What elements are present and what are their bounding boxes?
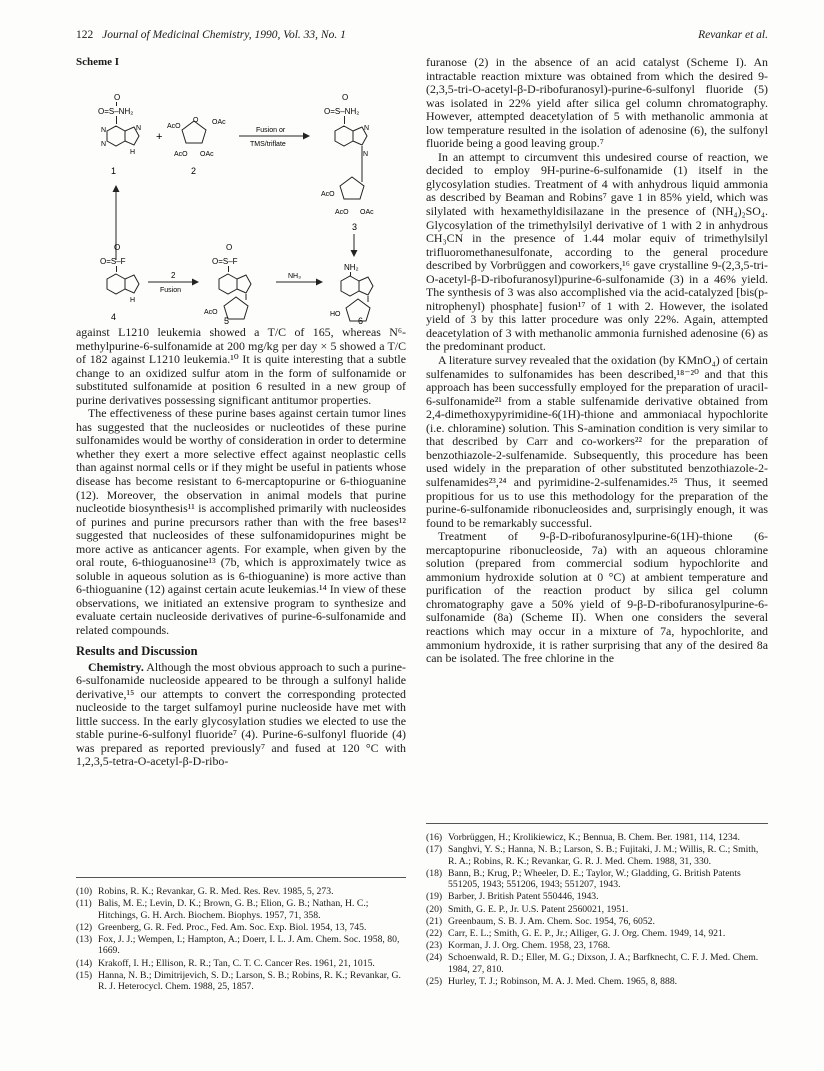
reference-item: [426, 940, 768, 952]
reference-number: (13): [76, 933, 93, 945]
reference-text: Carr, E. L.; Smith, G. E. P., Jr.; Alliger, G. J. Org. Chem. 1949, 14, 921.: [448, 927, 726, 939]
reference-number: (20): [426, 903, 443, 915]
references-left: [76, 877, 406, 993]
aco-label: AcO: [204, 309, 218, 316]
oac-label: OAc: [212, 119, 226, 126]
reference-item: [76, 958, 406, 970]
h-label: H: [130, 297, 136, 304]
sulfonyl-fluoride-label: O=S–F: [212, 257, 238, 266]
reference-text: Krakoff, I. H.; Ellison, R. R.; Tan, C. T. C. Cancer Res. 1961, 21, 1015.: [98, 957, 375, 969]
ho-label: HO: [330, 311, 341, 318]
reference-item: [76, 970, 406, 993]
arrow-fusion-condition: Fusion: [160, 287, 182, 294]
scheme-diagram: [76, 74, 406, 326]
h-label: H: [130, 149, 136, 156]
reference-text: Bann, B.; Krug, P.; Wheeler, D. E.; Taylor, W.; Gladding, G. British Patents 551205, 1943; 551206, 1943; 551207, 1943.: [448, 867, 741, 891]
reference-item: [426, 868, 768, 891]
paragraph: against L1210 leukemia showed a T/C of 165, whereas N⁶-methylpurine-6-sulfonamide at 200 mg/kg per day × 5 showed a T/C of 182 against L1210 leukemia.¹⁰ It is quite interesting that a subtle change to an oxidized sulfur atom in the form of sulfonamide or substituted sulfonamide at position 6 resulted in a new group of purine derivatives possessing significant antitumor properties.: [76, 325, 406, 407]
compound-1-structure: [98, 93, 141, 176]
sulfonamide-label: O=S–NH₂: [324, 107, 360, 116]
amine-label: NH₂: [344, 263, 359, 272]
reference-number: (17): [426, 844, 443, 856]
reference-item: [426, 928, 768, 940]
reference-text: Sanghvi, Y. S.; Hanna, N. B.; Larson, S. B.; Fujitaki, J. M.; Willis, R. C.; Smith, R. A.; Robins, R. K.; Revankar, G. R. J. Med. Chem. 1988, 31, 330.: [448, 844, 759, 867]
paragraph: Treatment of 9-β-D-ribofuranosylpurine-6(1H)-thione (6-mercaptopurine ribonucleoside, 7a) with an aqueous chloramine solution (prepared from commercial sodium hypochlorite and ammonium hydroxide solution at 0 °C) at ambient temperature and purification of the reaction product by silica gel column chromatography gave a 50% yield of 9-β-D-ribofuranosylpurine-6-sulfonamide (8a) (Scheme II). When one considers the several reactions which may occur in a mixture of 7a, hypochlorite, and ammonium hydroxide, it is rather surprising that any of the desired 8a can be isolated. The free chlorine in the: [426, 529, 768, 666]
right-column: [426, 56, 768, 666]
compound-label-3: 3: [352, 222, 358, 232]
reference-item: [426, 976, 768, 988]
oac-label: OAc: [360, 209, 374, 216]
reference-text: Hanna, N. B.; Dimitrijevich, S. D.; Larson, S. B.; Robins, R. K.; Revankar, G. R. J. Heterocycl. Chem. 1988, 25, 1857.: [98, 969, 401, 993]
arrow-top-condition-1: Fusion or: [256, 127, 286, 134]
paragraph: furanose (2) in the absence of an acid catalyst (Scheme I). An intractable reaction mixture was obtained from which the desired 9-(2,3,5-tri-O-acetyl-β-D-ribofuranosyl)-purine-6-sulfonyl fluoride (5) was isolated in 22% yield after silica gel column chromatography. However, attempted deacetylation of 5 with methanolic ammonia at low temperature resulted in the isolation of adenosine (6), the sulfonyl fluoride being a good leaving group.⁷: [426, 55, 768, 151]
reference-number: (24): [426, 951, 443, 963]
reference-item: [76, 934, 406, 957]
compound-label-5: 5: [224, 316, 230, 326]
reference-number: (12): [76, 921, 93, 933]
sulfonyl-o-label: O: [114, 243, 121, 252]
n-label: N: [101, 141, 107, 148]
reference-item: [426, 891, 768, 903]
paragraph-text: Although the most obvious approach to such a purine-6-sulfonamide nucleoside appeared to be through a sulfonyl halide derivative,¹⁵ our attempts to convert the corresponding protected nucleoside to the target sulfamoyl purine nucleoside have met with little success. In the early glycosylation studies we elected to use the stable purine-6-sulfonyl fluoride⁷ (4). Purine-6-sulfonyl fluoride (4) was prepared as reported previously⁷ and fused at 120 °C with 1,2,3,5-tetra-O-acetyl-β-D-ribo-: [76, 659, 406, 769]
running-authors: Revankar et al.: [698, 29, 768, 41]
n-label: N: [363, 151, 369, 158]
reference-item: [426, 832, 768, 844]
reference-number: (18): [426, 867, 443, 879]
reference-text: Robins, R. K.; Revankar, G. R. Med. Res. Rev. 1985, 5, 273.: [98, 886, 334, 897]
page-number: 122: [76, 29, 94, 41]
reference-item: [76, 898, 406, 921]
sulfonyl-o-label: O: [342, 93, 349, 102]
reference-number: (23): [426, 939, 443, 951]
reference-item: [426, 952, 768, 975]
arrow-top-condition-2: TMS/triflate: [250, 141, 286, 148]
n-label: N: [101, 127, 107, 134]
scheme-title: Scheme I: [76, 56, 120, 68]
reference-number: (14): [76, 957, 93, 969]
aco-label: AcO: [321, 191, 335, 198]
paragraph-lead: Chemistry.: [88, 659, 144, 674]
reference-item: [76, 922, 406, 934]
compound-2-structure: [167, 117, 226, 176]
paragraph: The effectiveness of these purine bases against certain tumor lines has suggested that the nucleosides or nucleotides of these purine sulfonamides would be worthy of consideration in order to determine whether they exert a more selective effect against neoplastic cells than against normal cells or if they might be useful in patients whose disease has become resistant to 6-mercaptopurine or 6-thioguanine (12). Moreover, the observation in animal models that purine nucleotide biosynthesis¹¹ is accomplished primarily with nucleosides of purines and purine precursors rather than with the free bases¹² suggested that nucleosides of these sulfonamidopurines might be more active as anticancer agents. For example, when given by the oral route, 6-thioguanosine¹³ (7b, which is approximately twice as soluble in aqueous solution as is 6-thioguanine) is more active than 6-thioguanine (12) against certain acute leukemias.¹⁴ In view of these observations, we initiated an extensive program to synthesize and evaluate certain nucleoside derivatives of purine-6-sulfonamide and related compounds.: [76, 406, 406, 638]
reference-number: (25): [426, 975, 443, 987]
left-column: [76, 56, 406, 769]
reference-text: Barber, J. British Patent 550446, 1943.: [448, 891, 599, 903]
reference-number: (15): [76, 969, 93, 981]
aco-label: AcO: [335, 209, 349, 216]
reference-text: Greenbaum, S. B. J. Am. Chem. Soc. 1954, 76, 6052.: [448, 915, 655, 927]
oac-label: OAc: [200, 151, 214, 158]
reference-text: Fox, J. J.; Wempen, I.; Hampton, A.; Doerr, I. L. J. Am. Chem. Soc. 1958, 80, 1669.: [98, 933, 400, 957]
aco-label: AcO: [174, 151, 188, 158]
scheme-svg: [76, 74, 406, 326]
reference-number: (19): [426, 891, 443, 903]
references-right: [426, 823, 768, 988]
arrow-ammonia-reagent: NH₃: [288, 273, 301, 280]
n-label: N: [364, 125, 370, 132]
sulfonyl-o-label: O: [114, 93, 121, 102]
n-label: N: [136, 125, 142, 132]
paragraph: [76, 661, 406, 769]
reference-text: Greenberg, G. R. Fed. Proc., Fed. Am. Soc. Exp. Biol. 1954, 13, 745.: [98, 921, 367, 933]
aco-label: AcO: [167, 123, 181, 130]
reference-item: [76, 886, 406, 898]
reference-number: (16): [426, 832, 443, 843]
reference-item: [426, 904, 768, 916]
reference-number: (22): [426, 927, 443, 939]
arrow-fusion-reagent: 2: [171, 271, 176, 280]
compound-4-structure: [100, 243, 139, 322]
compound-label-1: 1: [111, 166, 117, 176]
reference-item: [426, 916, 768, 928]
paragraph: In an attempt to circumvent this undesired course of reaction, we decided to employ 9H-purine-6-sulfonamide (1) itself in the glycosylation studies. Treatment of 4 with anhydrous liquid ammonia as described by Beaman and Robins⁷ gave 1 in 85% yield, which was silylated with hexamethyldisilazane in the presence of (NH₄)₂SO₄. Glycosylation of the trimethylsilyl derivative of 1 with 2 in anhydrous CH₃CN in the presence of 1.44 molar equiv of trimethylsilyl trifluoromethanesulfonate, according to the general procedure described by Vorbrüggen and coworkers,¹⁶ gave crystalline 9-(2,3,5-tri-O-acetyl-β-D-ribofuranosyl)purine-6-sulfonamide (3) in a 46% yield. The synthesis of 3 was also accomplished via the acid-catalyzed [bis(p-nitrophenyl) phosphate] fusion¹⁷ of 1 with 2. However, the isolated yield of 3 by this latter procedure was only 22%. Again, attempted deacetylation of 3 with methanolic ammonia furnished adenosine (6) as the predominant product.: [426, 149, 768, 354]
compound-label-6: 6: [358, 316, 364, 326]
reference-text: Vorbrüggen, H.; Krolikiewicz, K.; Bennua, B. Chem. Ber. 1981, 114, 1234.: [448, 832, 740, 843]
compound-label-4: 4: [111, 312, 117, 322]
section-heading: Results and Discussion: [76, 643, 198, 658]
compound-3-structure: [321, 93, 374, 232]
compound-label-2: 2: [191, 166, 197, 176]
reference-text: Smith, G. E. P., Jr. U.S. Patent 2560021, 1951.: [448, 903, 629, 915]
sulfonyl-fluoride-label: O=S–F: [100, 257, 126, 266]
reference-number: (10): [76, 886, 93, 897]
reference-number: (11): [76, 898, 92, 910]
plus-sign: +: [156, 131, 163, 143]
running-header: [76, 29, 768, 45]
reference-item: [426, 844, 768, 867]
reference-text: Hurley, T. J.; Robinson, M. A. J. Med. Chem. 1965, 8, 888.: [448, 975, 678, 987]
compound-6-structure: [330, 263, 373, 326]
reference-text: Balis, M. E.; Levin, D. K.; Brown, G. B.; Elion, G. B.; Nathan, H. C.; Hitchings, G. H. Arch. Biochem. Biophys. 1957, 71, 358.: [98, 898, 369, 921]
reference-number: (21): [426, 915, 443, 927]
paragraph: A literature survey revealed that the oxidation (by KMnO₄) of certain sulfenamides to sulfonamides has been described,¹⁸⁻²⁰ and that this approach has been successfully employed for the preparation of uracil-6-sulfonamide²¹ from a stable sulfenamide derivative obtained from 2,4-dimethoxypyrimidine-6(1H)-thione and ammoniacal hypochlorite (i.e. chloramine) solution. This S-amination condition is very similar to that described by Carr and co-workers²² for the preparation of benzothiazole-2-sulfenamide. Subsequently, this procedure has been used widely in the preparation of other substituted benzothiazole-2-sulfenamides²³,²⁴ and pyrimidine-2-sulfenamides.²⁵ Thus, it seemed propitious for us to use this methodology for the preparation of the purine-6-sulfonamide ribonucleosides and, surprisingly enough, it was found to be remarkably successful.: [426, 353, 768, 530]
sulfonyl-o-label: O: [226, 243, 233, 252]
compound-5-structure: [204, 243, 251, 326]
reference-text: Korman, J. J. Org. Chem. 1958, 23, 1768.: [448, 939, 611, 951]
journal-citation: Journal of Medicinal Chemistry, 1990, Vol. 33, No. 1: [102, 29, 346, 41]
reference-text: Schoenwald, R. D.; Eller, M. G.; Dixson, J. A.; Barfknecht, C. F. J. Med. Chem. 1984, 27, 810.: [448, 951, 759, 975]
sulfonamide-label: O=S–NH₂: [98, 107, 134, 116]
ring-o-label: O: [193, 117, 199, 124]
